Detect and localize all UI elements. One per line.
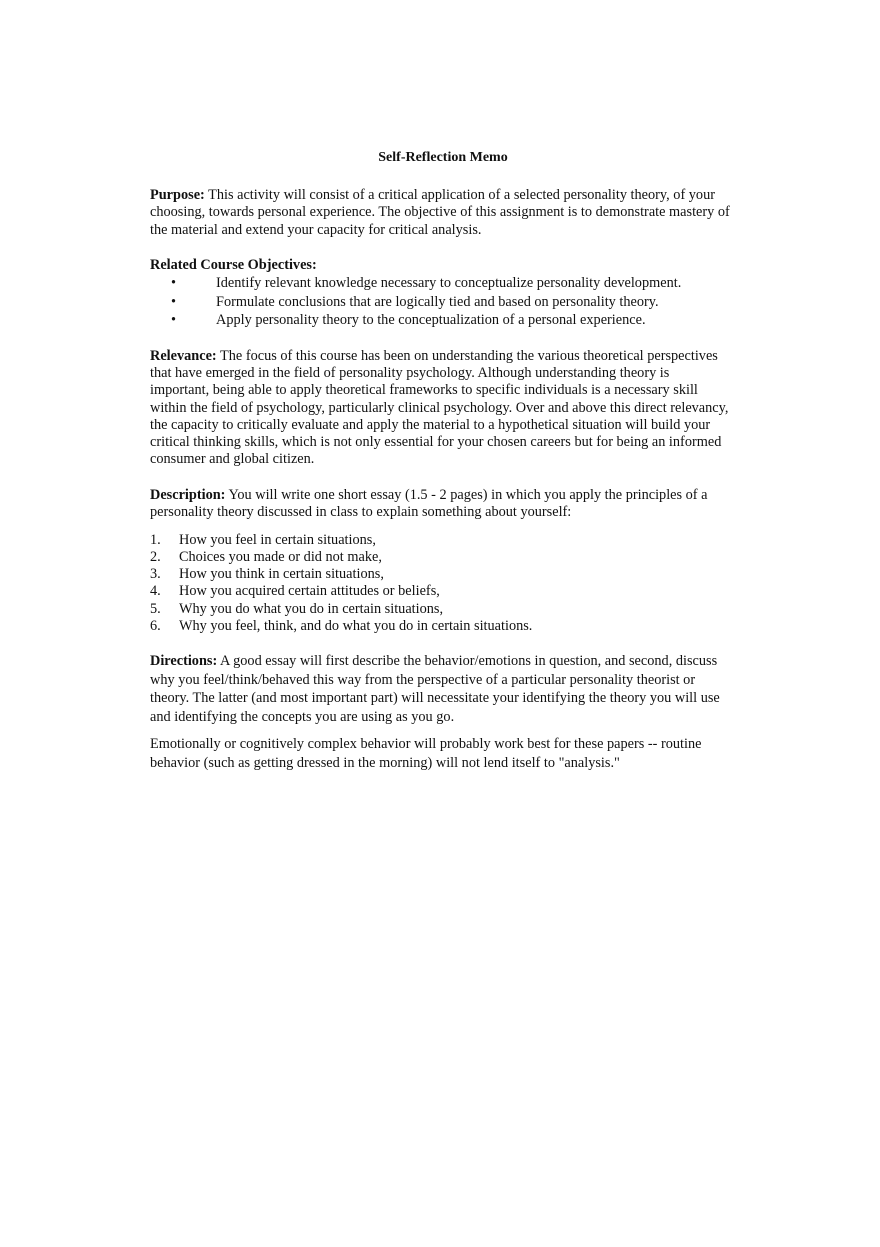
memo-page: [150, 149, 730, 773]
description-section: [150, 487, 730, 636]
list-item: [150, 618, 730, 635]
objectives-heading: Related Course Objectives:: [150, 256, 317, 273]
bullet-icon: •: [171, 293, 177, 310]
item-text: Why you feel, think, and do what you do in certain situations.: [179, 617, 533, 634]
purpose-paragraph: [150, 187, 730, 239]
list-item: [150, 311, 730, 330]
relevance-paragraph: [150, 348, 730, 468]
item-number: 1.: [150, 531, 161, 548]
directions-paragraph: [150, 652, 730, 726]
page-title: Self-Reflection Memo: [378, 150, 508, 165]
directions-section: [150, 652, 730, 773]
item-text: How you feel in certain situations,: [179, 531, 376, 548]
item-text: How you think in certain situations,: [179, 566, 384, 583]
list-item: [150, 601, 730, 618]
description-label: Description:: [150, 486, 226, 503]
purpose-label: Purpose:: [150, 187, 205, 204]
list-item: [150, 566, 730, 583]
relevance-section: [150, 348, 730, 468]
description-text: You will write one short essay (1.5 - 2 pages) in which you apply the principles of a personality theory discussed in class to explain something about yourself:: [150, 486, 708, 520]
relevance-text: The focus of this course has been on understanding the various theoretical perspectives that have emerged in the field of personality psychology. Although understanding theory is important, being able to apply theoretical frameworks to specific individuals is a necessary skill within the field of psychology, particularly clinical psychology. Over and above this direct relevancy, the capacity to critically evaluate and apply the material to a hypothetical situation will build your critical thinking skills, which is not only essential for your chosen careers but for being an informed consumer and global citizen.: [150, 348, 729, 468]
list-item: [150, 549, 730, 566]
description-list: [150, 532, 730, 635]
objectives-section: [150, 257, 730, 330]
bullet-icon: •: [171, 275, 177, 292]
item-text: How you acquired certain attitudes or beliefs,: [179, 583, 440, 600]
objectives-list: [150, 274, 730, 330]
bullet-icon: •: [171, 312, 177, 329]
item-number: 2.: [150, 549, 161, 566]
item-number: 6.: [150, 617, 161, 634]
objective-text: Identify relevant knowledge necessary to conceptualize personality development.: [216, 275, 682, 292]
item-number: 5.: [150, 600, 161, 617]
closing-paragraph: Emotionally or cognitively complex behavior will probably work best for these papers -- routine behavior (such as getting dressed in the morning) will not lend itself to "analysis.": [150, 736, 702, 771]
item-number: 4.: [150, 583, 161, 600]
purpose-section: [150, 187, 730, 239]
directions-label: Directions:: [150, 653, 218, 670]
purpose-text: This activity will consist of a critical application of a selected personality theory, of your choosing, towards personal experience. The objective of this assignment is to demonstrate mastery of the material and extend your capacity for critical analysis.: [150, 187, 730, 238]
item-text: Choices you made or did not make,: [179, 549, 382, 566]
relevance-label: Relevance:: [150, 348, 217, 365]
directions-text: A good essay will first describe the behavior/emotions in question, and second, discuss why you feel/think/behaved this way from the perspective of a particular personality theorist or theory. The latter (and most important part) will necessitate your identifying the theory you will use and identifying the concepts you are using as you go.: [150, 653, 720, 725]
item-number: 3.: [150, 566, 161, 583]
list-item: [150, 293, 730, 312]
list-item: [150, 583, 730, 600]
list-item: [150, 274, 730, 293]
item-text: Why you do what you do in certain situations,: [179, 600, 444, 617]
list-item: [150, 532, 730, 549]
description-paragraph: [150, 487, 730, 521]
objective-text: Apply personality theory to the conceptualization of a personal experience.: [216, 312, 646, 329]
objective-text: Formulate conclusions that are logically tied and based on personality theory.: [216, 293, 659, 310]
